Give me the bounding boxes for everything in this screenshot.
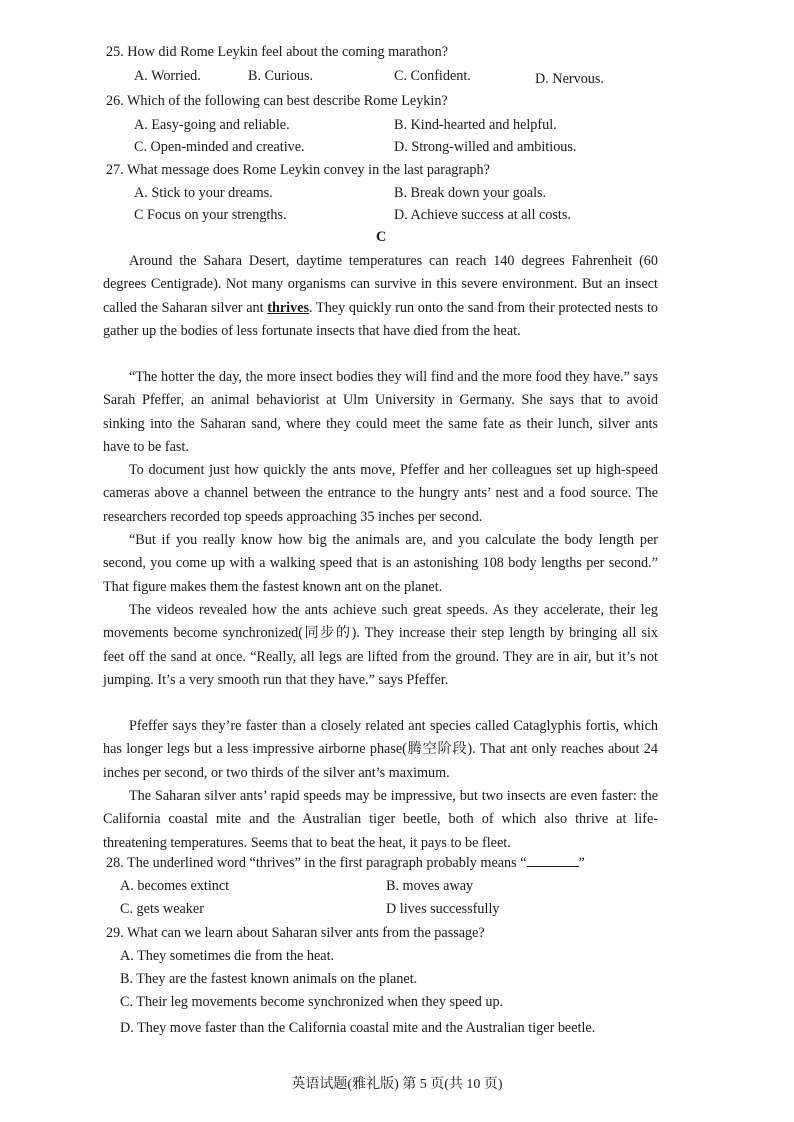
paragraph-text: Around the Sahara Desert, daytime temperatures can reach 140 degrees Fahrenheit (60 degrees Centigrade). Not many organisms can survive in this severe environment. But an insect called the Saharan silver ant [103, 253, 658, 316]
option-c: C. Open-minded and creative. [134, 139, 305, 155]
paragraph-text: . They quickly run onto the sand from their protected nests to gather up the bodies of less fortunate insects that have died from the heat. [103, 299, 658, 339]
option-c: C. Confident. [394, 68, 471, 84]
option-a: A. Worried. [134, 68, 201, 84]
passage-paragraph-7: The Saharan silver ants’ rapid speeds may be impressive, but two insects are even faster: the California coastal mite and the Australian tiger beetle, both of which also thrive at life-threatening temperatures. Seems that to beat the heat, it pays to be fleet. [103, 788, 658, 851]
option-a: A. Stick to your dreams. [134, 185, 273, 201]
option-d: D. Nervous. [535, 71, 604, 87]
section-label: C [376, 229, 387, 245]
underlined-word: thrives [267, 299, 310, 316]
option-b: B. Curious. [248, 68, 314, 84]
question-stem: 29. What can we learn about Saharan silver ants from the passage? [106, 925, 485, 941]
passage-paragraph-6: Pfeffer says they’re faster than a closely related ant species called Cataglyphis fortis, which has longer legs but a less impressive airborne phase(腾空阶段). That ant only reaches about 24 inches per second, or two thirds of the silver ant’s maximum. [103, 718, 658, 781]
passage-paragraph-1 [103, 250, 658, 343]
option-d: D lives successfully [386, 901, 500, 917]
stem-text: 28. The underlined word “thrives” in the first paragraph probably means “ [106, 855, 527, 871]
option-c: C. Their leg movements become synchronized when they speed up. [120, 994, 504, 1010]
passage-paragraph-3: To document just how quickly the ants move, Pfeffer and her colleagues set up high-speed cameras above a channel between the entrance to the hungry ants’ nest and a food source. The researchers recorded top speeds approaching 35 inches per second. [103, 462, 658, 525]
passage-paragraph-4: “But if you really know how big the animals are, and you calculate the body length per second, you come up with a walking speed that is an astonishing 108 body lengths per second.” That figure makes them the fastest known ant on the planet. [103, 532, 658, 595]
question-stem: 25. How did Rome Leykin feel about the coming marathon? [106, 44, 448, 60]
option-a: A. Easy-going and reliable. [134, 117, 290, 133]
stem-close: ” [578, 855, 585, 871]
question-stem: 27. What message does Rome Leykin convey in the last paragraph? [106, 162, 490, 178]
option-b: B. They are the fastest known animals on the planet. [120, 971, 418, 987]
passage-paragraph-2: “The hotter the day, the more insect bodies they will find and the more food they have.” says Sarah Pfeffer, an animal behaviorist at Ulm University in Germany. She says that to avoid sinking into the Saharan sand, where they could meet the same fate as their lunch, silver ants have to be fast. [103, 369, 658, 455]
option-d: D. They move faster than the California coastal mite and the Australian tiger beetle. [120, 1020, 596, 1036]
option-a: A. becomes extinct [120, 878, 230, 894]
option-a: A. They sometimes die from the heat. [120, 948, 335, 964]
page-footer: 英语试题(雅礼版) 第 5 页(共 10 页) [291, 1077, 503, 1092]
option-c: C Focus on your strengths. [134, 207, 287, 223]
option-d: D. Achieve success at all costs. [394, 207, 571, 223]
option-b: B. Break down your goals. [394, 185, 547, 201]
option-d: D. Strong-willed and ambitious. [394, 139, 577, 155]
question-stem [106, 854, 585, 872]
passage-paragraph-5: The videos revealed how the ants achieve such great speeds. As they accelerate, their leg movements become synchronized(同步的). They increase their step length by bringing all six feet off the sand at once. “Really, all legs are lifted from the ground. They are in air, but it’s not jumping. It’s a very smooth run that they have.” says Pfeffer. [103, 602, 658, 688]
option-b: B. Kind-hearted and helpful. [394, 117, 557, 133]
option-c: C. gets weaker [120, 901, 204, 917]
answer-blank [527, 854, 579, 867]
question-stem: 26. Which of the following can best describe Rome Leykin? [106, 93, 448, 109]
option-b: B. moves away [386, 878, 474, 894]
